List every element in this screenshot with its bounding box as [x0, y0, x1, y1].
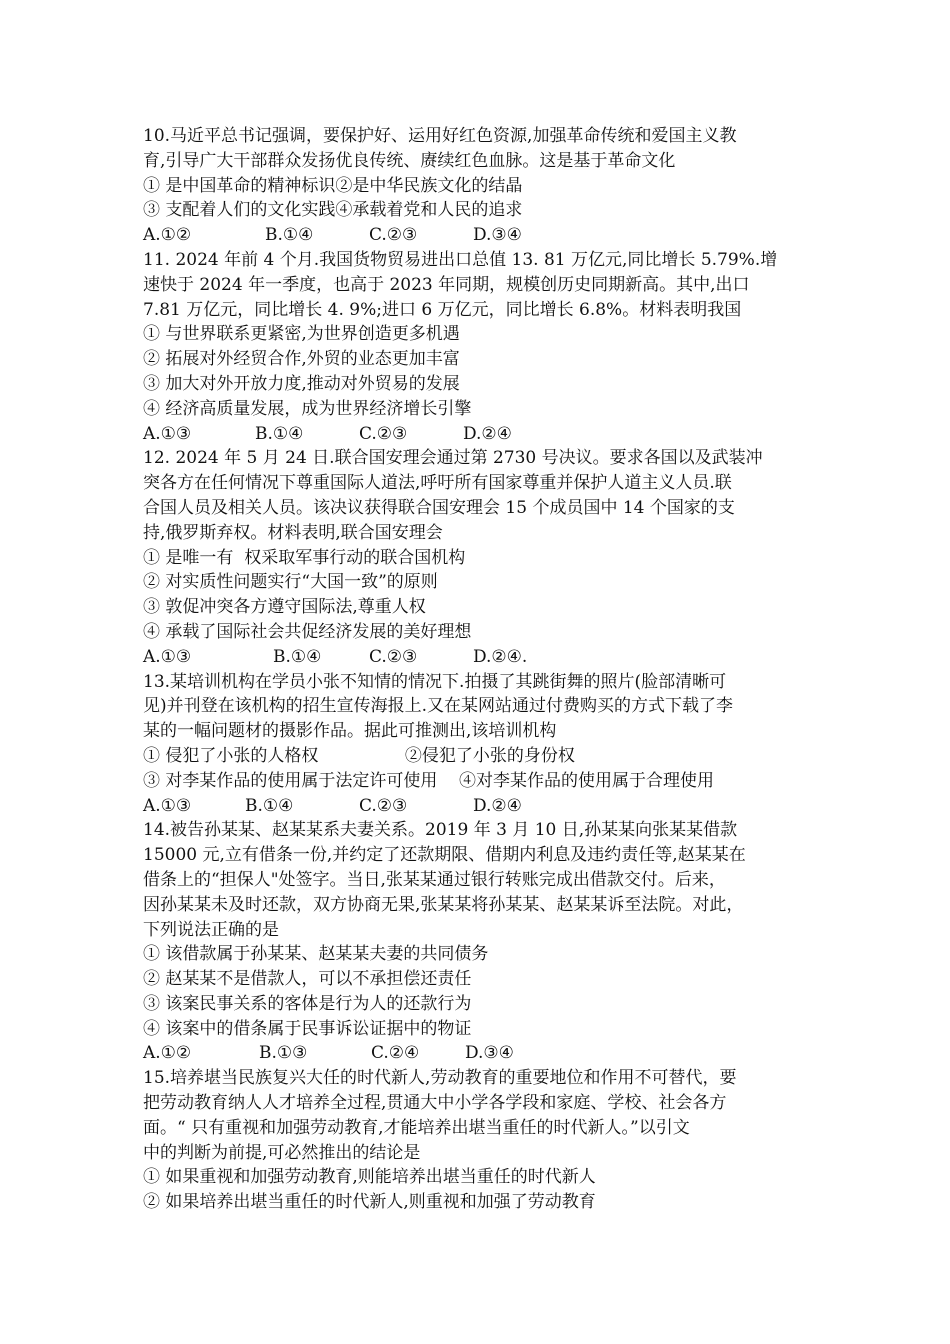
answer-option[interactable]: C.②③ [369, 646, 418, 667]
answer-options [143, 422, 833, 447]
answer-option[interactable]: B.①④ [255, 423, 304, 444]
answer-option[interactable]: D.②④. [473, 646, 528, 667]
question-stem-line: 见)并刊登在该机构的招生宣传海报上.又在某网站通过付费购买的方式下载了李 [143, 696, 734, 717]
question-stem-line: 速快于 2024 年一季度，也高于 2023 年同期，规模创历史同期新高。其中,出口 [143, 274, 750, 295]
statement-item: ② 如果培养出堪当重任的时代新人,则重视和加强了劳动教育 [143, 1192, 596, 1213]
question-stem-line: 12. 2024 年 5 月 24 日.联合国安理会通过第 2730 号决议。要求各国以及武装冲 [143, 448, 763, 469]
answer-option[interactable]: D.③④ [473, 225, 522, 246]
question-stem-line: 10.马近平总书记强调，要保护好、运用好红色资源,加强革命传统和爱国主义教 [143, 126, 737, 146]
statement-item: ③ 该案民事关系的客体是行为人的还款行为 [143, 993, 472, 1014]
statement-item: ① 如果重视和加强劳动教育,则能培养出堪当重任的时代新人 [143, 1167, 596, 1188]
statement-item: ④ 该案中的借条属于民事诉讼证据中的物证 [143, 1018, 472, 1039]
question-stem-line: 中的判断为前提,可必然推出的结论是 [143, 1142, 421, 1163]
question-stem-line: 15000 元,立有借条一份,并约定了还款期限、借期内利息及违约责任等,赵某某在 [143, 845, 746, 866]
statement-item: ③ 敦促冲突各方遵守国际法,尊重人权 [143, 597, 426, 618]
statement-item: ② 赵某某不是借款人，可以不承担偿还责任 [143, 969, 472, 990]
answer-option[interactable]: D.②④ [463, 423, 512, 444]
question-block [143, 446, 833, 669]
answer-option[interactable]: D.③④ [465, 1043, 514, 1064]
statement-item: ③ 对李某作品的使用属于法定许可使用 ④对李某作品的使用属于合理使用 [143, 770, 715, 791]
answer-option[interactable]: B.①④ [245, 795, 294, 816]
answer-option[interactable]: A.①③ [143, 795, 192, 816]
answer-options [143, 223, 833, 248]
question-stem-line: 合国人员及相关人员。该决议获得联合国安理会 15 个成员国中 14 个国家的支 [143, 497, 735, 518]
question-stem-line: 把劳动教育纳人人才培养全过程,贯通大中小学各学段和家庭、学校、社会各方 [143, 1093, 727, 1114]
question-stem-line: 面。“ 只有重视和加强劳动教育,才能培养出堪当重任的时代新人。”以引文 [143, 1117, 690, 1138]
question-block [143, 124, 833, 248]
statement-item: ② 拓展对外经贸合作,外贸的业态更加丰富 [143, 349, 460, 370]
statement-item: ① 该借款属于孙某某、赵某某夫妻的共同债务 [143, 944, 489, 965]
question-block [143, 670, 833, 819]
question-stem-line: 突各方在任何情况下尊重国际人道法,呼吁所有国家尊重并保护人道主义人员.联 [143, 473, 732, 494]
question-block [143, 248, 833, 446]
statement-item: ② 对实质性问题实行“大国一致”的原则 [143, 572, 438, 593]
answer-option[interactable]: C.②③ [369, 225, 418, 246]
statement-item: ① 侵犯了小张的人格权 ②侵犯了小张的身份权 [143, 745, 575, 766]
question-stem-line: 14.被告孙某某、赵某某系夫妻关系。2019 年 3 月 10 日,孙某某向张某某借款 [143, 820, 738, 841]
statement-item: ① 是唯一有 权采取军事行动的联合国机构 [143, 547, 466, 568]
statement-item: ③ 加大对外开放力度,推动对外贸易的发展 [143, 373, 460, 394]
answer-option[interactable]: B.①③ [259, 1043, 308, 1064]
answer-option[interactable]: B.①④ [265, 225, 314, 246]
statement-item: ① 与世界联系更紧密,为世界创造更多机遇 [143, 324, 460, 345]
statement-item: ① 是中国革命的精神标识②是中华民族文化的结晶 [143, 175, 523, 196]
answer-options [143, 645, 833, 670]
answer-option[interactable]: A.①③ [143, 646, 192, 667]
answer-options [143, 794, 833, 819]
question-block [143, 1066, 833, 1215]
answer-option[interactable]: C.②④ [371, 1043, 420, 1064]
answer-option[interactable]: B.①④ [273, 646, 322, 667]
question-stem-line: 借条上的“担保人"处签字。当日,张某某通过银行转账完成出借款交付。后来， [143, 869, 726, 890]
statement-item: ③ 支配着人们的文化实践④承载着党和人民的追求 [143, 200, 523, 221]
answer-option[interactable]: C.②③ [359, 423, 408, 444]
answer-option[interactable]: C.②③ [359, 795, 408, 816]
question-block [143, 818, 833, 1066]
question-stem-line: 13.某培训机构在学员小张不知情的情况下.拍摄了其跳街舞的照片(脸部清晰可 [143, 671, 727, 692]
answer-options [143, 1041, 833, 1066]
question-stem-line: 7.81 万亿元，同比增长 4. 9%;进口 6 万亿元，同比增长 6.8%。材料表明我国 [143, 299, 742, 320]
answer-option[interactable]: A.①② [143, 225, 192, 246]
statement-item: ④ 经济高质量发展，成为世界经济增长引擎 [143, 398, 472, 419]
question-stem-line: 育,引导广大干部群众发扬优良传统、赓续红色血脉。这是基于革命文化 [143, 150, 676, 171]
question-stem-line: 因孙某某未及时还款，双方协商无果,张某某将孙某某、赵某某诉至法院。对此， [143, 894, 744, 915]
question-stem-line: 下列说法正确的是 [143, 919, 279, 940]
question-stem-line: 11. 2024 年前 4 个月.我国货物贸易进出口总值 13. 81 万亿元,同比增长 5.79%.增 [143, 249, 778, 270]
answer-option[interactable]: D.②④ [473, 795, 522, 816]
question-stem-line: 15.培养堪当民族复兴大任的时代新人,劳动教育的重要地位和作用不可替代，要 [143, 1068, 737, 1089]
question-list [143, 124, 833, 1215]
question-stem-line: 某的一幅问题材的摄影作品。据此可推测出,该培训机构 [143, 721, 557, 742]
statement-item: ④ 承载了国际社会共促经济发展的美好理想 [143, 621, 472, 642]
answer-option[interactable]: A.①③ [143, 423, 192, 444]
question-stem-line: 持,俄罗斯弃权。材料表明,联合国安理会 [143, 522, 443, 543]
answer-option[interactable]: A.①② [143, 1043, 192, 1064]
